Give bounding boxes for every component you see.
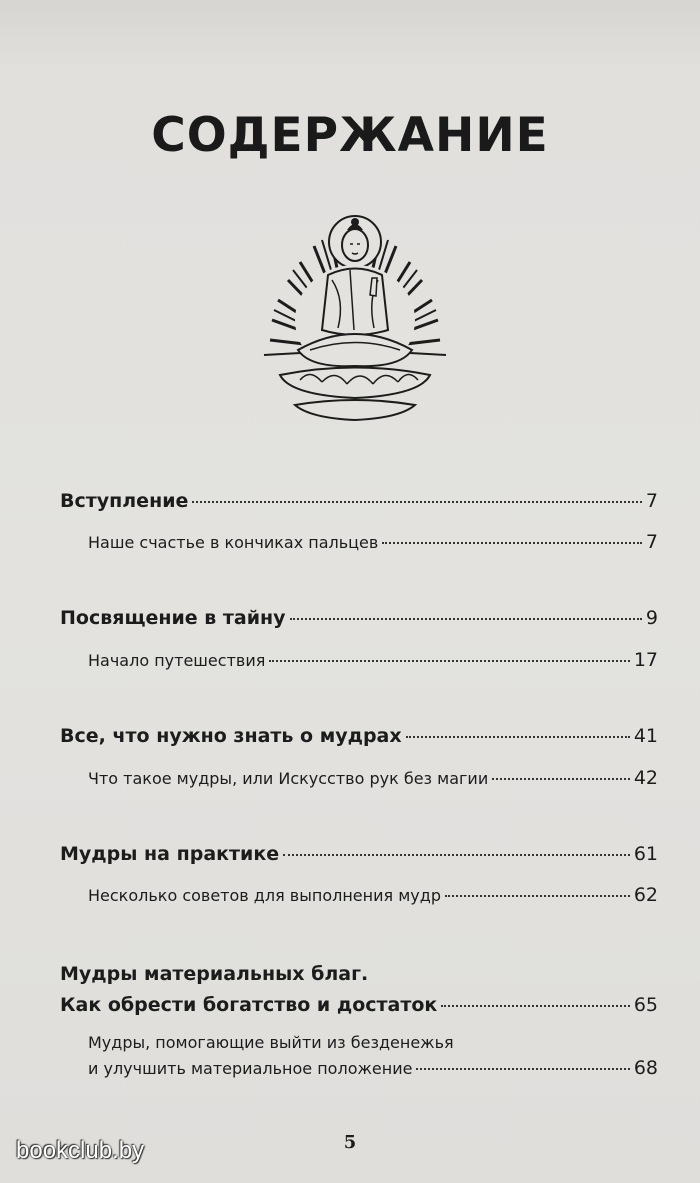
toc-page-number: 61: [633, 843, 658, 865]
toc-section: [88, 767, 658, 789]
toc-section-label: Что такое мудры, или Искусство рук без магии: [88, 769, 489, 788]
toc-page-number: 68: [633, 1057, 658, 1079]
toc-page-number: 7: [645, 531, 658, 553]
dot-leader: [445, 895, 630, 897]
toc-page-number: 62: [633, 884, 658, 906]
toc-page-number: 7: [645, 490, 658, 512]
toc-chapter-label: Посвящение в тайну: [60, 607, 286, 629]
toc-page-number: 41: [633, 725, 658, 747]
page-title: СОДЕРЖАНИЕ: [151, 108, 549, 163]
dot-leader: [382, 542, 642, 544]
dot-leader: [406, 736, 630, 738]
toc-section: [88, 1057, 658, 1079]
toc-section-label: и улучшить материальное положение: [88, 1059, 413, 1078]
toc-page-number: 9: [645, 607, 658, 629]
toc-chapter: [60, 843, 658, 865]
toc-section: [88, 884, 658, 906]
toc-section-line1: Мудры, помогающие выйти из безденежья: [88, 1033, 454, 1052]
toc-section-label: Начало путешествия: [88, 651, 266, 670]
toc-chapter-label: Мудры на практике: [60, 843, 280, 865]
toc-chapter-label: Как обрести богатство и достаток: [60, 994, 438, 1016]
toc-section-label: Несколько советов для выполнения мудр: [88, 886, 441, 905]
dot-leader: [192, 501, 642, 503]
watermark: bookclub.by: [16, 1137, 145, 1164]
buddha-illustration: [250, 200, 460, 435]
toc-section: [88, 531, 658, 553]
toc-chapter: [60, 607, 658, 629]
toc-section-label: Наше счастье в кончиках пальцев: [88, 533, 379, 552]
toc-page-number: 42: [633, 767, 658, 789]
dot-leader: [290, 618, 642, 620]
dot-leader: [492, 778, 630, 780]
toc-chapter: [60, 725, 658, 747]
toc-chapter-label: Вступление: [60, 490, 189, 512]
toc-chapter: [60, 490, 658, 512]
dot-leader: [416, 1068, 629, 1070]
toc-page-number: 17: [633, 649, 658, 671]
dot-leader: [441, 1005, 630, 1007]
toc-page-number: 65: [633, 994, 658, 1016]
toc-chapter: [60, 994, 658, 1016]
toc-chapter-line1: Мудры материальных благ.: [60, 963, 369, 985]
toc-chapter-label: Все, что нужно знать о мудрах: [60, 725, 402, 747]
dot-leader: [283, 854, 630, 856]
dot-leader: [269, 660, 629, 662]
toc-section: [88, 649, 658, 671]
page-number: 5: [343, 1132, 357, 1153]
